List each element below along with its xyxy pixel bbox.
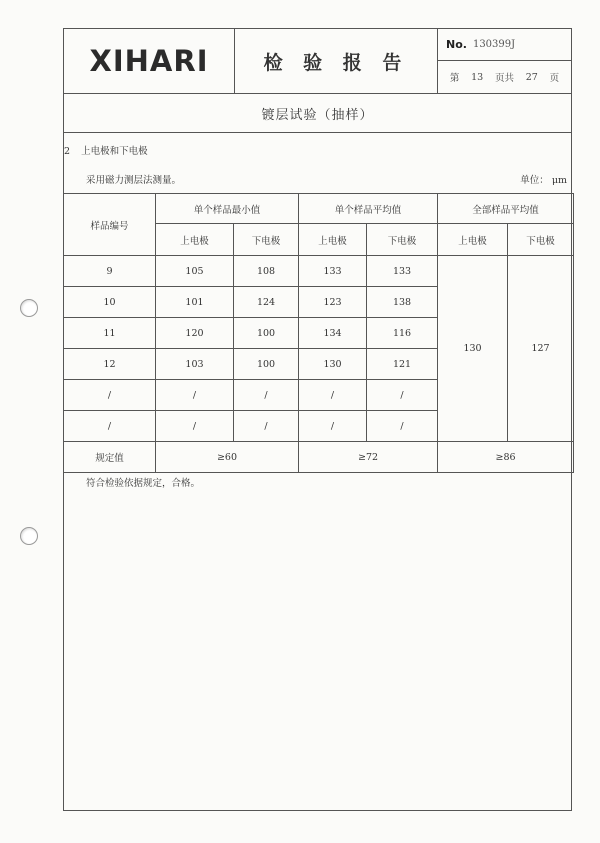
- unit-label: 单位： μm: [520, 175, 567, 186]
- min-lower: /: [234, 380, 299, 411]
- overall-upper: 130: [438, 256, 508, 442]
- subheader-cell: 上电极: [156, 224, 234, 256]
- avg-upper: /: [299, 380, 367, 411]
- company-logo: XIHARI: [89, 44, 209, 78]
- item-title: 上电极和下电极: [81, 146, 148, 157]
- min-lower: 108: [234, 256, 299, 287]
- header-sample-id: 样品编号: [64, 194, 156, 256]
- sample-id: 10: [64, 287, 156, 318]
- subheader-cell: 下电极: [508, 224, 574, 256]
- avg-upper: 134: [299, 318, 367, 349]
- avg-lower: /: [367, 380, 438, 411]
- sample-id: 12: [64, 349, 156, 380]
- section-title: 镀层试验（抽样）: [64, 94, 571, 133]
- min-upper: 103: [156, 349, 234, 380]
- punch-hole-bottom: [20, 527, 38, 545]
- sample-id: 11: [64, 318, 156, 349]
- subheader-cell: 上电极: [299, 224, 367, 256]
- min-lower: /: [234, 411, 299, 442]
- sample-id: 9: [64, 256, 156, 287]
- avg-lower: 133: [367, 256, 438, 287]
- report-number-value: 130399J: [472, 39, 516, 50]
- page-middle: 页共: [494, 73, 514, 84]
- report-page: [63, 28, 572, 811]
- page-suffix: 页: [549, 73, 560, 84]
- min-upper: /: [156, 380, 234, 411]
- subheader-cell: 下电极: [234, 224, 299, 256]
- report-header: [64, 29, 571, 94]
- coating-table: [63, 193, 574, 473]
- sample-id: /: [64, 411, 156, 442]
- table-header-row: [64, 194, 574, 224]
- report-number: [438, 29, 571, 61]
- measurement-method: 采用磁力测层法测量。: [86, 175, 182, 186]
- min-upper: 120: [156, 318, 234, 349]
- min-upper: 105: [156, 256, 234, 287]
- header-overall-avg: 全部样品平均值: [438, 194, 574, 224]
- item-heading: [64, 143, 148, 157]
- spec-overall-value: ≥86: [438, 442, 574, 473]
- spec-label: 规定值: [64, 442, 156, 473]
- overall-lower: 127: [508, 256, 574, 442]
- report-title: 检 验 报 告: [263, 51, 409, 74]
- min-lower: 100: [234, 318, 299, 349]
- item-number: 2: [64, 146, 71, 157]
- min-lower: 124: [234, 287, 299, 318]
- avg-lower: 138: [367, 287, 438, 318]
- spec-avg-value: ≥72: [299, 442, 438, 473]
- subheader-cell: 上电极: [438, 224, 508, 256]
- page-current: 13: [471, 71, 484, 83]
- page-indicator: [438, 61, 571, 93]
- page-prefix: 第: [449, 73, 460, 84]
- header-single-min: 单个样品最小值: [156, 194, 299, 224]
- title-cell: [235, 29, 438, 93]
- conclusion: 符合检验依据规定，合格。: [86, 478, 201, 489]
- min-upper: 101: [156, 287, 234, 318]
- avg-upper: /: [299, 411, 367, 442]
- avg-upper: 130: [299, 349, 367, 380]
- punch-hole-top: [20, 299, 38, 317]
- page-total: 27: [525, 71, 538, 83]
- avg-upper: 123: [299, 287, 367, 318]
- header-single-avg: 单个样品平均值: [299, 194, 438, 224]
- sample-id: /: [64, 380, 156, 411]
- avg-lower: 116: [367, 318, 438, 349]
- report-number-label: No.: [446, 38, 467, 51]
- spec-row: [64, 442, 574, 473]
- table-row: [64, 256, 574, 287]
- avg-upper: 133: [299, 256, 367, 287]
- spec-min-value: ≥60: [156, 442, 299, 473]
- min-lower: 100: [234, 349, 299, 380]
- avg-lower: /: [367, 411, 438, 442]
- subheader-cell: 下电极: [367, 224, 438, 256]
- avg-lower: 121: [367, 349, 438, 380]
- logo-cell: [64, 29, 235, 93]
- min-upper: /: [156, 411, 234, 442]
